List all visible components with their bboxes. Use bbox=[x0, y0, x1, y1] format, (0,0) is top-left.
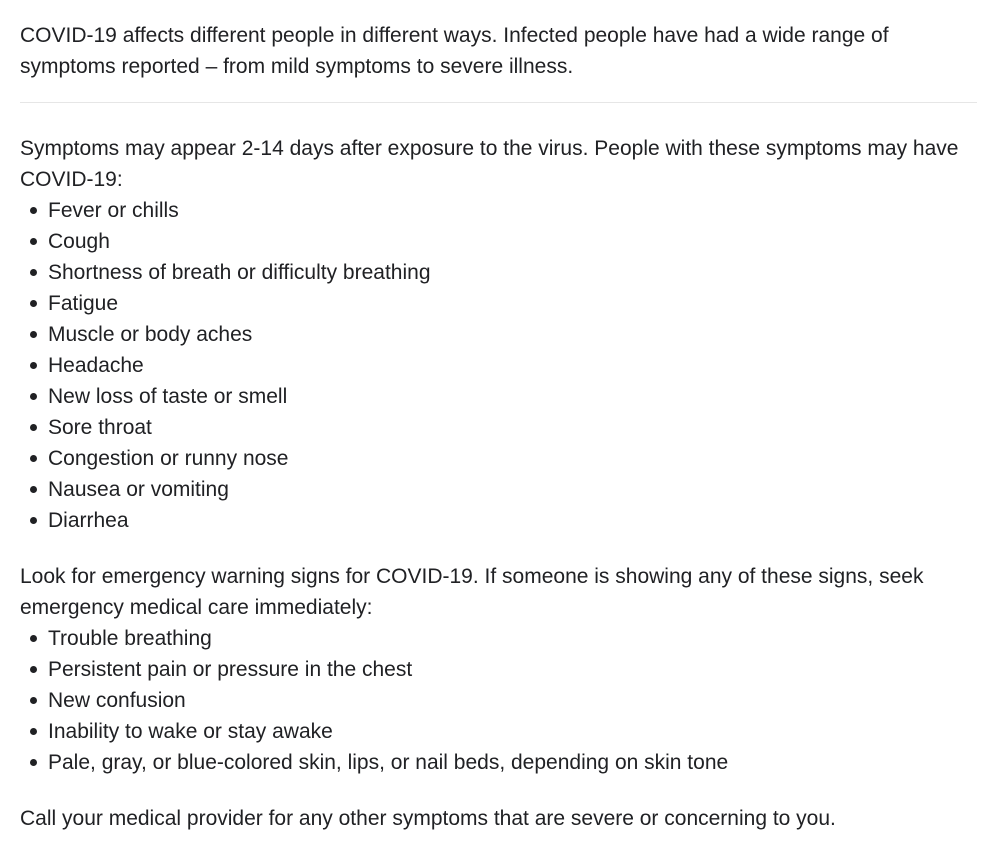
symptom-item: Nausea or vomiting bbox=[20, 474, 978, 505]
emergency-item: Pale, gray, or blue-colored skin, lips, or nail beds, depending on skin tone bbox=[20, 747, 978, 778]
emergency-section bbox=[20, 561, 978, 778]
symptom-item: Muscle or body aches bbox=[20, 319, 978, 350]
emergency-lead: Look for emergency warning signs for COVID-19. If someone is showing any of these signs, seek emergency medical care immediately: bbox=[20, 565, 924, 619]
emergency-item: Persistent pain or pressure in the chest bbox=[20, 654, 978, 685]
emergency-item: New confusion bbox=[20, 685, 978, 716]
symptom-item: Headache bbox=[20, 350, 978, 381]
symptom-item: Fever or chills bbox=[20, 195, 978, 226]
symptom-item: Cough bbox=[20, 226, 978, 257]
emergency-item: Trouble breathing bbox=[20, 623, 978, 654]
symptom-item: New loss of taste or smell bbox=[20, 381, 978, 412]
closing-paragraph: Call your medical provider for any other symptoms that are severe or concerning to you. bbox=[20, 807, 836, 830]
emergency-list bbox=[20, 623, 978, 778]
symptoms-list bbox=[20, 195, 978, 536]
symptom-item: Shortness of breath or difficulty breathing bbox=[20, 257, 978, 288]
symptoms-section bbox=[20, 133, 978, 536]
symptom-item: Fatigue bbox=[20, 288, 978, 319]
symptoms-lead: Symptoms may appear 2-14 days after exposure to the virus. People with these symptoms may have COVID-19: bbox=[20, 137, 959, 191]
intro-paragraph: COVID-19 affects different people in different ways. Infected people have had a wide range of symptoms reported – from mild symptoms to severe illness. bbox=[20, 24, 889, 78]
section-divider bbox=[20, 102, 977, 103]
symptom-item: Sore throat bbox=[20, 412, 978, 443]
symptom-item: Diarrhea bbox=[20, 505, 978, 536]
emergency-item: Inability to wake or stay awake bbox=[20, 716, 978, 747]
symptom-item: Congestion or runny nose bbox=[20, 443, 978, 474]
